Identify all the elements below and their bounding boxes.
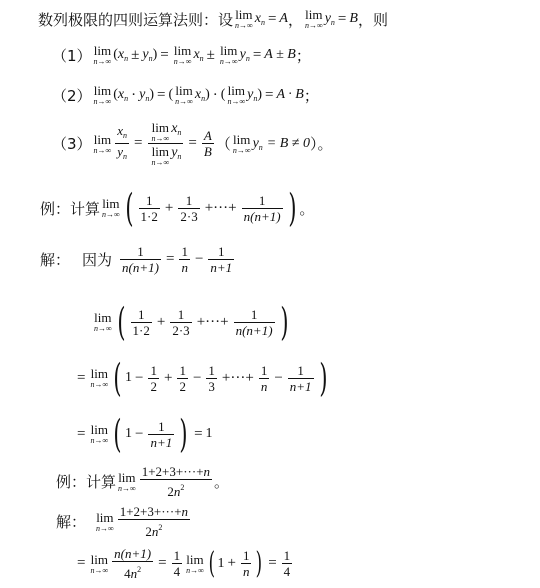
- solution-2-step: = lim n→∞ $\frac{n(n+1)}{4n^2}$ = $\frac{1}{4}$ lim n→∞ ( 1 + $\frac{1}{n}$ ) = $\frac{1}{4}$: [77, 546, 291, 581]
- solution-2-result: $\frac{1}{4}$: [283, 548, 291, 579]
- rule-3-condition: = B ≠ 0: [266, 135, 310, 151]
- intro-tail: ，则: [357, 10, 388, 29]
- solution-1-label: 解：: [40, 251, 71, 269]
- example-2: 例：计算 lim n→∞ $\frac{1+2+3+\cdot\cdot\cdot+n}{2n^2}$ 。: [56, 464, 230, 499]
- rule-1: （1） lim n→∞ ( $x_n$ ± $y_n$ ) = lim n→∞ $x_n$ ± lim n→∞ $y_n$ = A ± B ；: [52, 43, 311, 66]
- rule-3-number: （3）: [52, 135, 92, 153]
- intro-line: 数列极限的四则运算法则：设 lim n→∞ $x_n$ = A ， lim n→∞ $y_n$ = B ，则: [38, 7, 388, 30]
- var-xn: $x_n$: [254, 11, 265, 27]
- rule-3: （3） lim n→∞ $\frac{x_n}{y_n}$ = lim n→∞ $x_n$ lim n→∞ $y_n$ = $\frac{A}{B}$ （ lim n→∞ $y_n$ = B ≠ 0 ）。: [52, 120, 333, 167]
- example-1-label: 例：计算: [40, 199, 101, 218]
- solution-1-result: 1: [205, 426, 213, 441]
- var-yn: $y_n$: [324, 11, 335, 27]
- solution-1-step-2: = lim n→∞ ( 1 − $\frac{1}{2}$ + $\frac{1}{2}$ − $\frac{1}{3}$ +···+ $\frac{1}{n}$ − $\frac{1}{n+1}$ ): [77, 356, 328, 400]
- example-1: 例：计算 lim n→∞ ( $\frac{1}{1\cdot 2}$ + $\frac{1}{2\cdot 3}$ +···+ $\frac{1}{n(n+1)}$ ) 。: [40, 186, 315, 230]
- solution-1-header: 解： 因为 $\frac{1}{n(n+1)}$ = $\frac{1}{n}$ − $\frac{1}{n+1}$: [40, 244, 233, 275]
- intro-sep: ，: [287, 10, 303, 29]
- solution-1-step-1: lim n→∞ ( $\frac{1}{1\cdot 2}$ + $\frac{1}{2\cdot 3}$ +···+ $\frac{1}{n(n+1)}$ ): [94, 300, 289, 344]
- solution-2-header: 解： lim n→∞ $\frac{1+2+3+\cdot\cdot\cdot+n}{2n^2}$: [56, 504, 189, 539]
- lim-symbol: lim n→∞: [235, 7, 253, 30]
- solution-2-label: 解：: [56, 513, 87, 531]
- intro-text: 数列极限的四则运算法则：设: [38, 10, 234, 29]
- rule-1-number: （1）: [52, 46, 92, 65]
- rule-1-result: A ± B: [264, 47, 296, 62]
- example-2-label: 例：计算: [56, 473, 117, 491]
- limit-B: B: [349, 11, 358, 26]
- solution-1-step-3: = lim n→∞ ( 1 − $\frac{1}{n+1}$ ) = 1: [77, 412, 213, 456]
- rule-2: （2） lim n→∞ ( $x_n$ · $y_n$ ) = ( lim n→∞ $x_n$ ) · ( lim n→∞ $y_n$ ) = A · B ；: [52, 83, 319, 106]
- rule-2-number: （2）: [52, 86, 92, 105]
- limit-A: A: [279, 11, 288, 26]
- fraction-A-B: $\frac{A}{B}$: [203, 128, 212, 159]
- lim-symbol: lim n→∞: [304, 7, 323, 30]
- rule-2-result: A · B: [276, 87, 304, 102]
- fraction-lim-ratio: lim n→∞ $x_n$ lim n→∞ $y_n$: [148, 120, 184, 167]
- fraction-xn-yn: $\frac{x_n}{y_n}$: [117, 123, 128, 161]
